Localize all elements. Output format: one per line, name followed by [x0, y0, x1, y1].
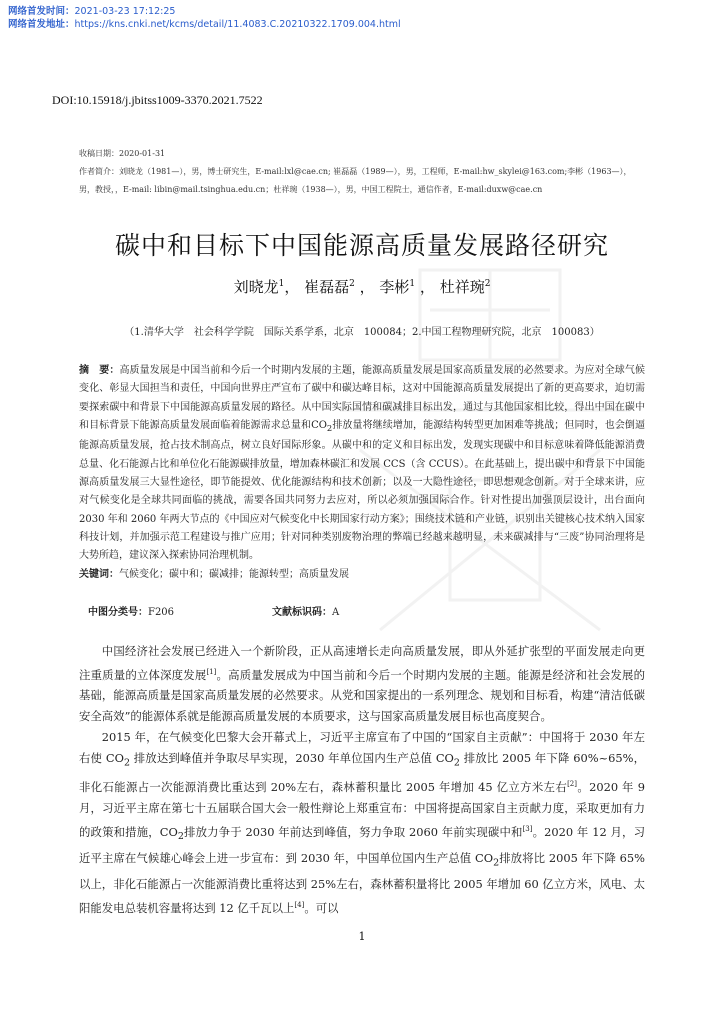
body-paragraph: 中国经济社会发展已经进入一个新阶段，正从高速增长走向高质量发展，即从外延扩张型的平面发展走向更注重质量的立体深度发展[1]。高质量发展成为中国当前和今后一个时期内发展的主题。能源是经济和社会发展的基础，能源高质量是国家高质量发展的必然要求。从党和国家提出的一系列理念、规划和目标看，构建“清洁低碳安全高效”的能源体系就是能源高质量发展的本质要求，这与国家高质量发展目标也高度契合。 [79, 644, 645, 724]
keywords-text: 气候变化；碳中和；碳减排；能源转型；高质量发展 [119, 568, 349, 580]
keywords-label: 关键词： [79, 568, 119, 580]
author-affiliation-mark: 1 [278, 279, 285, 289]
author-affiliation-mark: 1 [409, 279, 416, 289]
citation-ref[interactable]: [3] [522, 824, 533, 833]
affiliations: （1.清华大学 社会科学学院 国际关系学系，北京 100084；2.中国工程物理研究院，北京 100083） [124, 327, 600, 338]
page-number: 1 [358, 930, 366, 943]
author-name: 刘晓龙 [233, 278, 279, 296]
author-bio-line-2: 男，教授，，E-mail: libin@mail.tsinghua.edu.cn；杜祥琬（1938—），男，中国工程院士，通信作者，E-mail:duxw@cae.cn [79, 185, 543, 194]
doi: DOI:10.15918/j.jbitss1009-3370.2021.7522 [52, 93, 263, 107]
author-name: 崔磊磊 [304, 278, 350, 296]
document-code: 文献标识码：A [272, 607, 340, 618]
received-date: 收稿日期：2020-01-31 [79, 149, 166, 158]
abstract-paragraph: 摘 要：高质量发展是中国当前和今后一个时期内发展的主题，能源高质量发展是国家高质量发展的必然要求。为应对全球气候变化、彰显大国担当和责任，中国向世界庄严宣布了碳中和碳达峰目标，这对中国能源高质量发展提出了新的更高要求，迫切需要探索碳中和背景下中国能源高质量发展的路径。从中国实际国情和碳减排目标出发，通过与其他国家相比较，得出中国在碳中和目标背景下能源高质量发展面临着能源需求总量和$CO_2$排放量将继续增加，能源结构转型更加困难等挑战；但同时，也会倒逼能源高质量发展，抢占技术制高点，树立良好国际形象。从碳中和的定义和目标出发，发现实现碳中和目标意味着降低能源消费总量、化石能源占比和单位化石能源碳排放量，增加森林碳汇和发展 CCS（含 CCUS）。在此基础上，提出碳中和背景下中国能源高质量发展三大显性途径，即节能提效、优化能源结构和技术创新；以及一大隐性途径，即思想观念创新。对于全球来讲，应对气候变化是全球共同面临的挑战，需要各国共同努力去应对，所以必须加强国际合作。针对性提出加强顶层设计，出台面向 2030 年和 2060 年两大节点的《中国应对气候变化中长期国家行动方案》；围绕技术链和产业链，识别出关键核心技术纳入国家科技计划，并加强示范工程建设与推广应用；针对同种类别废物治理的弊端已经越来越明显，未来碳减排与“三废”协同治理将是大势所趋，建议深入探索协同治理机制。 [79, 365, 646, 562]
author-name: 杜祥琬 [439, 278, 485, 296]
author-name: 李彬 [379, 278, 410, 296]
abstract-label: 摘 要： [79, 365, 120, 376]
citation-ref[interactable]: [1] [206, 667, 217, 676]
body-text [79, 641, 645, 918]
author-bio-line-1: 作者简介：刘晓龙（1981—），男，博士研究生，E-mail:lxl@cae.cn; 崔磊磊（1989—），男，工程师，E-mail:hw_skylei@163.com;李彬（1963—）， [79, 167, 632, 176]
author-affiliation-mark: 2 [484, 279, 491, 289]
online-first-url[interactable]: 网络首发地址：https://kns.cnki.net/kcms/detail/11.4083.C.20210322.1709.004.html [8, 19, 401, 30]
online-first-time: 网络首发时间：2021-03-23 17:12:25 [8, 6, 176, 17]
body-paragraph: 2015 年，在气候变化巴黎大会开幕式上，习近平主席宣布了中国的“国家自主贡献”：中国将于 2030 年左右使 $CO_2$ 排放达到峰值并争取尽早实现，2030 年单位国内生产总值 $CO_2$ 排放比 2005 年下降 60%~65%，非化石能源占一次能源消费比重达到 20%左右，森林蓄积量比 2005 年增加 45 亿立方米左右[2]。2020 年 9 月，习近平主席在第七十五届联合国大会一般性辩论上郑重宣布：中国将提高国家自主贡献力度，采取更加有力的政策和措施，$CO_2$排放力争于 2030 年前达到峰值，努力争取 2060 年前实现碳中和[3]。2020 年 12 月，习近平主席在气候雄心峰会上进一步宣布：到 2030 年，中国单位国内生产总值 $CO_2$排放将比 2005 年下降 65%以上，非化石能源占一次能源消费比重将达到 25%左右，森林蓄积量将比 2005 年增加 60 亿立方米，风电、太阳能发电总装机容量将达到 12 亿千瓦以上[4]。可以 [79, 730, 645, 915]
abstract-section [79, 362, 645, 584]
author-affiliation-mark: 2 [349, 279, 355, 289]
keywords [79, 566, 645, 584]
citation-ref[interactable]: [4] [294, 900, 305, 909]
citation-ref[interactable]: [2] [567, 780, 577, 789]
clc-number: 中图分类号：F206 [88, 607, 175, 618]
paper-title: 碳中和目标下中国能源高质量发展路径研究 [114, 231, 609, 260]
author-list: 刘晓龙$^1$， 崔磊磊$^2$ ， 李彬$^1$ ， 杜祥琬$^2$ [233, 278, 491, 296]
